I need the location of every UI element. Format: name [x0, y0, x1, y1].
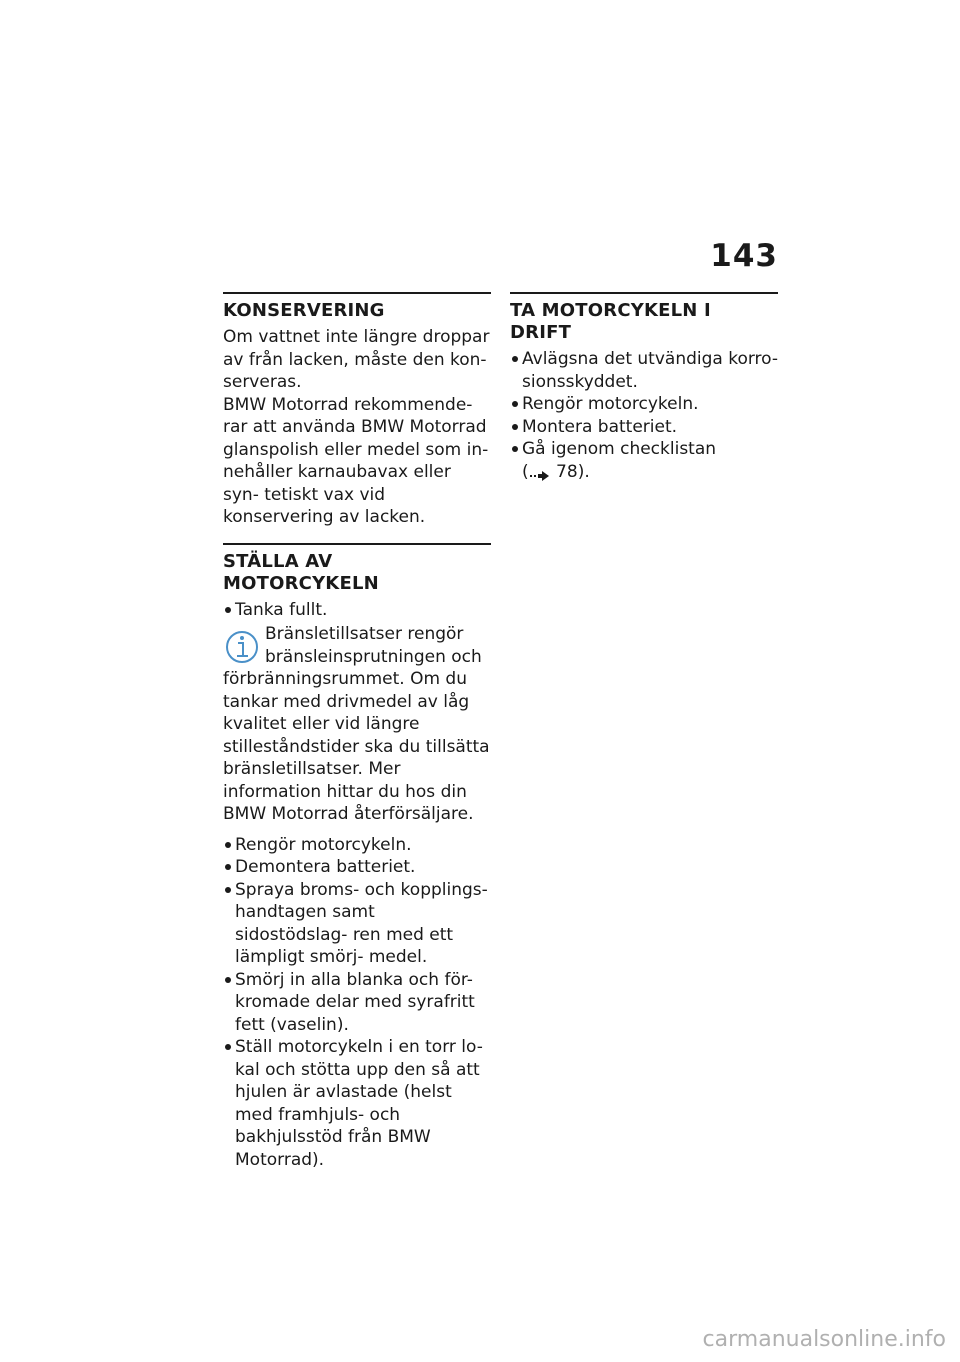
list-item: Rengör motorcykeln.: [510, 393, 778, 416]
conservation-paragraph-2: BMW Motorrad rekommende- rar att använda BMW Motorrad glanspolish eller medel som in- nehåller karnaubavax eller syn- tetiskt vax vid konservering av lacken.: [223, 394, 489, 527]
conservation-paragraph-1: Om vattnet inte längre droppar av från lacken, måste den kon- serveras.: [223, 327, 490, 392]
list-item: Avlägsna det utvändiga korro- sionsskyddet.: [510, 348, 778, 393]
section-heading-recommission: TA MOTORCYKELN I DRIFT: [510, 300, 711, 343]
storage-list-b: [223, 834, 491, 1172]
page-number: 143: [710, 238, 778, 274]
watermark: carmanualsonline.info: [702, 1327, 946, 1352]
list-item: Montera batteriet.: [510, 416, 778, 439]
right-column: [510, 292, 778, 483]
section-conservation: [223, 292, 491, 529]
section-heading-conservation: KONSERVERING: [223, 300, 385, 321]
info-icon: [223, 623, 263, 667]
list-item: Tanka fullt.: [223, 599, 491, 622]
section-storage: [223, 543, 491, 1172]
recommission-list: [510, 348, 778, 483]
info-note-text: Bränsletillsatser rengör bränsleinsprutningen och förbränningsrummet. Om du tankar med drivmedel av låg kvalitet eller vid längre stilleståndstider ska du tillsätta bränsletillsatser. Mer information hittar du hos din BMW Motorrad återförsäljare.: [223, 624, 490, 824]
left-column: [223, 292, 491, 1171]
list-item: Smörj in alla blanka och för- kromade delar med syrafritt fett (vaselin).: [223, 969, 491, 1037]
ref-page[interactable]: 78: [556, 461, 578, 482]
section-recommission: [510, 292, 778, 483]
list-item: Spraya broms- och kopplings- handtagen samt sidostödslag- ren med ett lämpligt smörj- medel.: [223, 879, 491, 969]
list-item: Rengör motorcykeln.: [223, 834, 491, 857]
section-heading-storage: STÄLLA AV MOTORCYKELN: [223, 550, 379, 594]
ref-close: ).: [577, 461, 590, 482]
ref-open: (: [522, 461, 529, 482]
list-item: Demontera batteriet.: [223, 856, 491, 879]
checklist-text: Gå igenom checklistan: [522, 439, 717, 459]
storage-list-a: [223, 599, 491, 622]
list-item: Ställ motorcykeln i en torr lo- kal och stötta upp den så att hjulen är avlastade (helst med framhjuls- och bakhjulsstöd från BMW Motorrad).: [223, 1036, 491, 1171]
info-note: [223, 623, 491, 826]
list-item: [510, 438, 778, 483]
page-reference-arrow-icon[interactable]: [529, 466, 551, 478]
